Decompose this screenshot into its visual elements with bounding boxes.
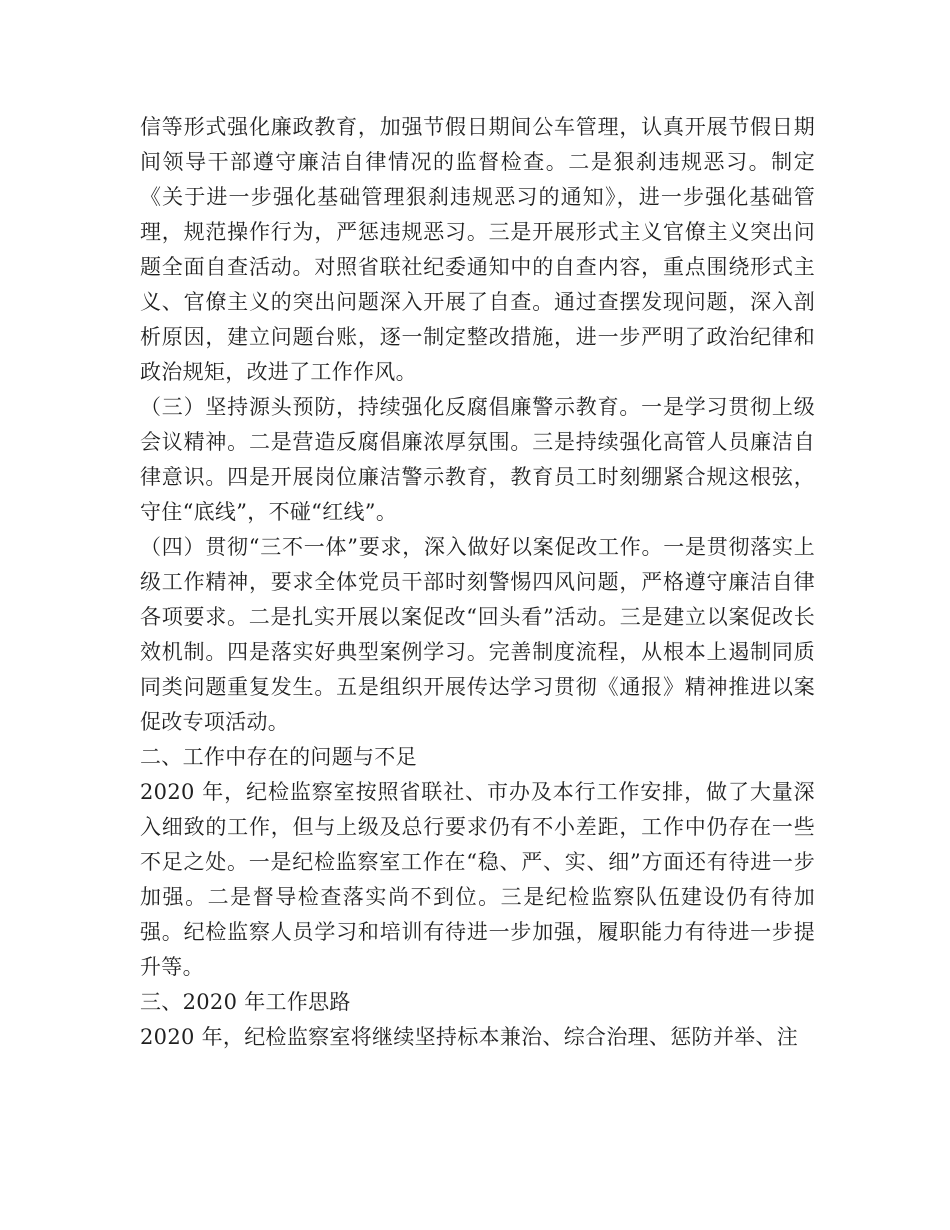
- paragraph-discipline-education: 信等形式强化廉政教育，加强节假日期间公车管理，认真开展节假日期间领导干部遵守廉洁自律情况的监督检查。二是狠刹违规恶习。制定《关于进一步强化基础管理狠刹违规恶习的通知》，进一步强化基础管理，规范操作行为，严惩违规恶习。三是开展形式主义官僚主义突出问题全面自查活动。对照省联社纪委通知中的自查内容，重点围绕形式主义、官僚主义的突出问题深入开展了自查。通过查摆发现问题，深入剖析原因，建立问题台账，逐一制定整改措施，进一步严明了政治纪律和政治规矩，改进了工作作风。: [140, 115, 815, 384]
- heading-problems: 二、工作中存在的问题与不足: [140, 745, 417, 769]
- paragraph-problems: 2020 年，纪检监察室按照省联社、市办及本行工作安排，做了大量深入细致的工作，但与上级及总行要求仍有不小差距，工作中仍存在一些不足之处。一是纪检监察室工作在“稳、严、实、细”方面还有待进一步加强。二是督导检查落实尚不到位。三是纪检监察队伍建设仍有待加强。纪检监察人员学习和培训有待进一步加强，履职能力有待进一步提升等。: [140, 780, 815, 979]
- paragraph-source-prevention: （三）坚持源头预防，持续强化反腐倡廉警示教育。一是学习贯彻上级会议精神。二是营造反腐倡廉浓厚氛围。三是持续强化高管人员廉洁自律意识。四是开展岗位廉洁警示教育，教育员工时刻绷紧合规这根弦，守住“底线”，不碰“红线”。: [140, 395, 815, 524]
- heading-work-plan: 三、2020 年工作思路: [140, 990, 351, 1014]
- paragraph-work-plan: 2020 年，纪检监察室将继续坚持标本兼治、综合治理、惩防并举、注: [140, 1025, 799, 1049]
- document-body: [140, 110, 815, 1055]
- paragraph-case-reform: （四）贯彻“三不一体”要求，深入做好以案促改工作。一是贯彻落实上级工作精神，要求全体党员干部时刻警惕四风问题，严格遵守廉洁自律各项要求。二是扎实开展以案促改“回头看”活动。三是建立以案促改长效机制。四是落实好典型案例学习。完善制度流程，从根本上遏制同质同类问题重复发生。五是组织开展传达学习贯彻《通报》精神推进以案促改专项活动。: [140, 535, 815, 734]
